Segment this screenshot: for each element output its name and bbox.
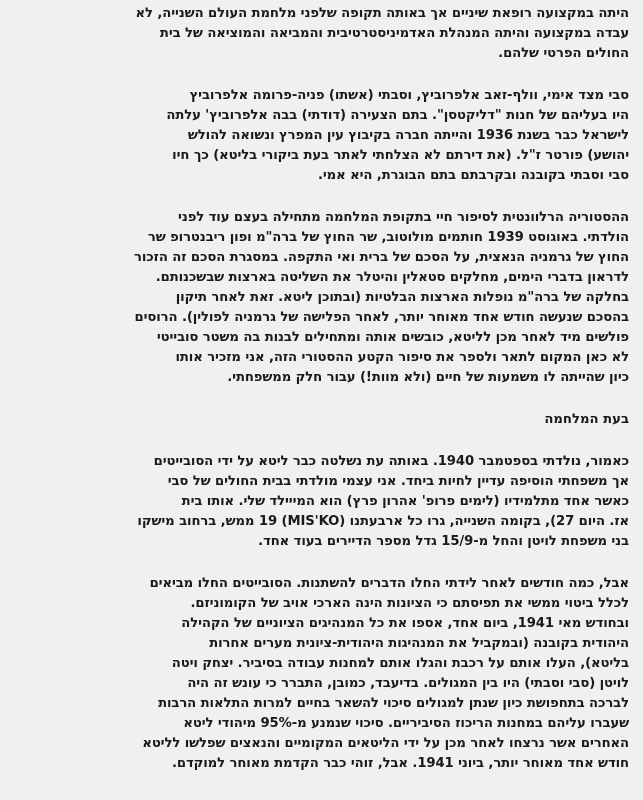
section-heading-block xyxy=(14,410,629,430)
text-line: החוץ של גרמניה הנאצית, על הסכם של ברית ואי התקפה. במסגרת הסכם זה הזכור xyxy=(134,250,629,265)
text-line: לדראון בדברי הימים, מחלקים סטאלין והיטלר את השליטה בארצות שבשכנותם. xyxy=(155,270,629,285)
paragraph-spacer xyxy=(14,430,629,452)
text-line: ההסטוריה הרלוונטית לסיפור חיי בתקופת המלחמה מתחילה בעצם עוד לפני xyxy=(178,210,629,225)
text-line: עבדה במקצועה והיתה המנהלת האדמיניסטרטיבית והמביאה והמוציאה של בית xyxy=(159,26,629,41)
text-line: כאמור, נולדתי בספטמבר 1940. באותה עת נשלטה כבר ליטא על ידי הסובייטים xyxy=(153,454,629,469)
text-line: לויטן (סבי וסבתי) היו בין המגולים. בדיעבד, כמובן, התברר כי עונש זה היה xyxy=(187,676,629,691)
text-line: החולים הפרטי שלהם. xyxy=(498,46,629,61)
text-line: היתה במקצועה רופאת שיניים אך באותה תקופה שלפני מלחמת העולם השנייה, לא xyxy=(135,6,629,21)
text-line: יהושע) פורטר ז"ל. (את דירתם לא הצלחתי לאתר בעת ביקורי בליטא) כך חיו xyxy=(172,148,629,163)
text-line: סבי מצד אימי, וולף-זאב אלפרוביץ, וסבתי (אשתו) פניה-פרומה אלפרוביץ xyxy=(189,88,629,103)
text-line: אך משפחתי הוסיפה עדיין לחיות ביחד. אני עצמי מולדתי בבית החולים של סבי xyxy=(167,474,629,489)
text-line: היהודית בקובנה (ובמקביל את המנהיגות היהודית-ציונית מערים אחרות xyxy=(209,636,629,651)
text-line: סבי וסבתי בקובנה ובקרבתם בתם הבוגרת, היא אמי. xyxy=(317,168,629,183)
text-line: היו בעליהם של חנות "דליקטסן". בתם הצעירה (דודתי) בבה אלפרוביץ' עלתה xyxy=(166,108,629,123)
text-line: שעברו עליהם במחנות הריכוז הסיביריים. סיכוי שנמנע מ-95% מיהודי ליטא xyxy=(183,716,629,731)
paragraph-spacer xyxy=(14,388,629,410)
text-line: בהסכם שנעשה חודש אחד מאוחר יותר, לאחר הפלישה של גרמניה לפולין). הרוסים xyxy=(134,310,629,325)
text-line: לא כאן המקום לתאר ולספר את סיפור הקטע ההסטורי הזה, אני מזכיר אותו xyxy=(175,350,629,365)
paragraph-5 xyxy=(14,574,629,774)
section-heading: בעת המלחמה xyxy=(544,412,629,427)
paragraph-3 xyxy=(14,208,629,388)
text-line: כאשר אחד מתלמידיו (לימים פרופ' אהרון פרץ) הוא המייילד שלי. אותו בית xyxy=(181,494,629,509)
text-line: אז. היום 27), בקומה השנייה, גרו כל ארבעתנו (MIS'KO) 19 ממש, ברחוב מישקו xyxy=(137,514,629,529)
text-line: לברכה בתחפושת כיון שנתן למגולים סיכוי להשאר בחיים למרות התלאות הרבות xyxy=(158,696,629,711)
text-line: הולדתי. באוגוסט 1939 חותמים מולוטוב, שר החוץ של ברה"מ ופון ריבנטרופ שר xyxy=(147,230,629,245)
paragraph-1 xyxy=(14,4,629,64)
text-line: בחלקה של ברה"מ נופלות הארצות הבלטיות (ובתוכן ליטא. זאת לאחר תיקון xyxy=(175,290,629,305)
text-line: לישראל כבר בשנת 1936 והייתה חברה בקיבוץ עין המפרץ ונשואה להולש xyxy=(187,128,629,143)
text-line: בליטא), העלו אותם על רכבת והגלו אותם למחנות עבודה בסיביר. יצחק ויטה xyxy=(171,656,629,671)
text-line: לכלל ביטוי ממשי את תפיסתם כי הציונות הינה הארכי אויב של הקומוניזם. xyxy=(190,596,629,611)
text-line: האחרים אשר נרצחו לאחר מכן על ידי הליטאים המקומיים והנאצים שפלשו לליטא xyxy=(142,736,629,751)
paragraph-spacer xyxy=(14,552,629,574)
text-line: בני משפחת לויטן והחל מ-15/9 גדל מספר הדיירים בעוד אחד. xyxy=(258,534,629,549)
paragraph-spacer xyxy=(14,64,629,86)
paragraph-2 xyxy=(14,86,629,186)
paragraph-spacer xyxy=(14,186,629,208)
text-line: ובחודש מאי 1941, ביום אחד, אספו את כל המנהיגים הציוניים של הקהילה xyxy=(181,616,629,631)
text-line: פולשים מיד לאחר מכן לליטא, כובשים אותה ומתחילים לבנות בה משטר סובייטי xyxy=(156,330,629,345)
text-line: כיון שהייתה לו משמעות של חיים (ולא מוות!) עבור חלק ממשפחתי. xyxy=(227,370,629,385)
text-line: אבל, כמה חודשים לאחר לידתי החלו הדברים להשתנות. הסובייטים החלו מביאים xyxy=(149,576,629,591)
paragraph-4 xyxy=(14,452,629,552)
text-line: חודש אחד מאוחר יותר, ביוני 1941. אבל, זוהי כבר הקדמת מאוחר למוקדם. xyxy=(171,756,629,771)
